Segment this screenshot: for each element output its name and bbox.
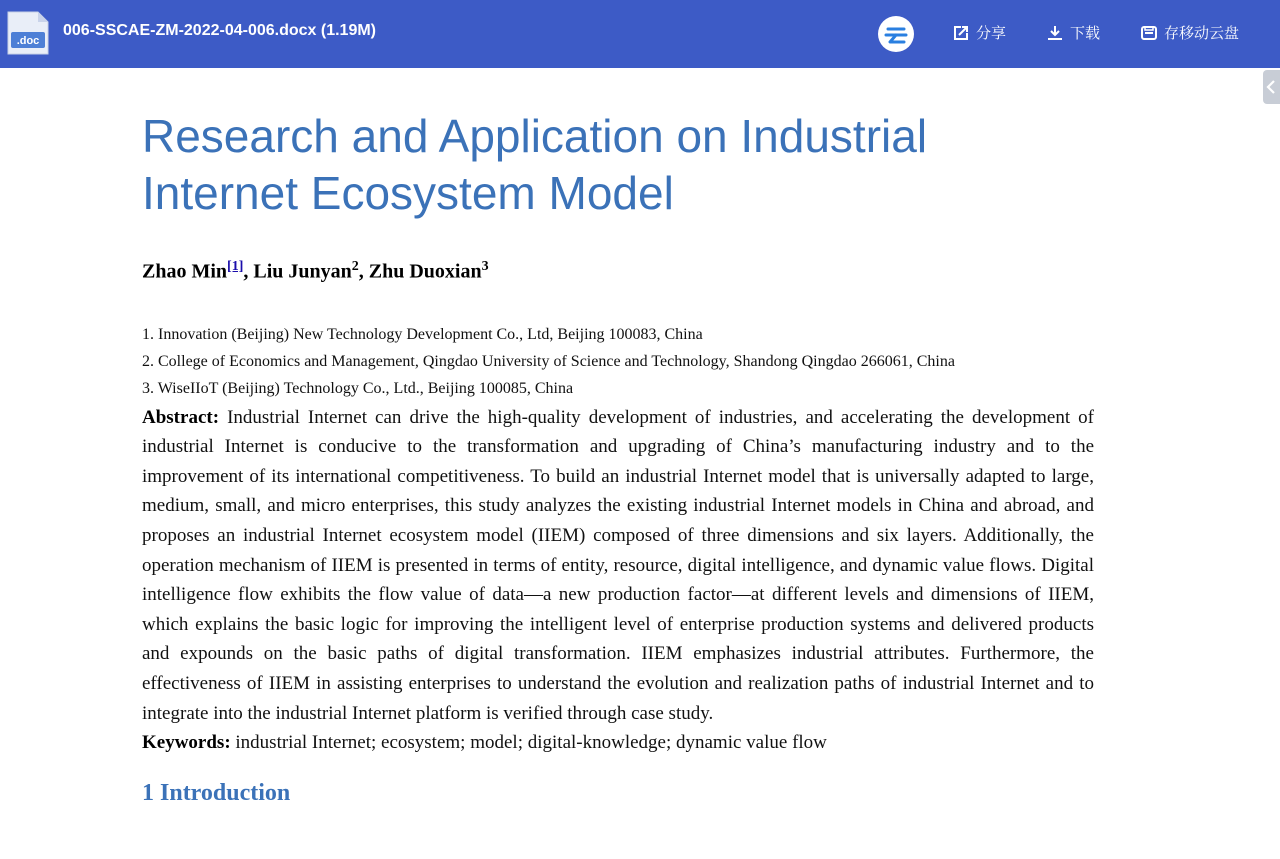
author-list bbox=[142, 254, 1094, 285]
abstract bbox=[142, 403, 1094, 729]
side-panel-toggle[interactable] bbox=[1263, 70, 1280, 104]
download-button[interactable] bbox=[1046, 22, 1100, 43]
keywords-text: industrial Internet; ecosystem; model; digital-knowledge; dynamic value flow bbox=[230, 732, 827, 754]
document-page bbox=[142, 108, 1094, 807]
doc-file-icon bbox=[6, 10, 50, 56]
title-line-2: Internet Ecosystem Model bbox=[142, 167, 674, 219]
author-3: , Zhu Duoxian bbox=[358, 260, 482, 283]
author-1: Zhao Min bbox=[142, 260, 228, 283]
save-label: 存移动云盘 bbox=[1164, 24, 1240, 42]
author-1-ref-link[interactable]: [1] bbox=[227, 259, 244, 274]
document-title bbox=[142, 108, 1002, 222]
abstract-text: Industrial Internet can drive the high-quality development of industries, and accelerating the development of industrial Internet is conducive to the transformation and upgrading of China’s manufacturing industry and to the improvement of its international competitiveness. To build an industrial Internet model that is universally adapted to large, medium, small, and micro enterprises, this study analyzes the existing industrial Internet models in China and abroad, and proposes an industrial Internet ecosystem model (IIEM) composed of three dimensions and six layers. Additionally, the operation mechanism of IIEM is presented in terms of entity, resource, digital intelligence, and dynamic value flows. Digital intelligence flow exhibits the flow value of data—a new production factor—at different levels and dimensions of IIEM, which explains the basic logic for improving the intelligent level of enterprise production systems and delivered products and expounds on the basic paths of digital transformation. IIEM emphasizes industrial attributes. Furthermore, the effectiveness of IIEM in assisting enterprises to understand the evolution and realization paths of industrial Internet and to integrate into the industrial Internet platform is verified through case study. bbox=[142, 406, 1094, 724]
keywords bbox=[142, 728, 1094, 758]
section-heading-introduction: 1 Introduction bbox=[142, 779, 291, 806]
cloud-save-icon bbox=[1140, 24, 1158, 42]
title-line-1: Research and Application on Industrial bbox=[142, 110, 928, 162]
author-2: , Liu Junyan bbox=[243, 260, 352, 283]
author-2-ref: 2 bbox=[351, 259, 359, 274]
abstract-label: Abstract: bbox=[142, 406, 220, 428]
cloud-logo-icon[interactable] bbox=[878, 16, 914, 52]
file-title: 006-SSCAE-ZM-2022-04-006.docx (1.19M) bbox=[63, 22, 377, 39]
share-label: 分享 bbox=[976, 24, 1007, 42]
chevron-left-icon bbox=[1266, 80, 1277, 94]
download-label: 下载 bbox=[1070, 24, 1101, 42]
affiliation-1: 1. Innovation (Beijing) New Technology Development Co., Ltd, Beijing 100083, China bbox=[142, 325, 703, 343]
file-icon-label: .doc bbox=[16, 35, 40, 47]
save-to-cloud-button[interactable] bbox=[1140, 22, 1239, 43]
affiliation-2: 2. College of Economics and Management, Qingdao University of Science and Technology, Shandong Qingdao 266061, China bbox=[142, 352, 955, 370]
affiliation-list bbox=[142, 321, 1094, 402]
share-button[interactable] bbox=[952, 22, 1006, 43]
download-icon bbox=[1046, 24, 1064, 42]
author-3-ref: 3 bbox=[481, 259, 489, 274]
affiliation-3: 3. WiseIIoT (Beijing) Technology Co., Ltd., Beijing 100085, China bbox=[142, 379, 574, 397]
keywords-label: Keywords: bbox=[142, 732, 231, 754]
share-icon bbox=[952, 24, 970, 42]
top-toolbar bbox=[0, 0, 1280, 68]
